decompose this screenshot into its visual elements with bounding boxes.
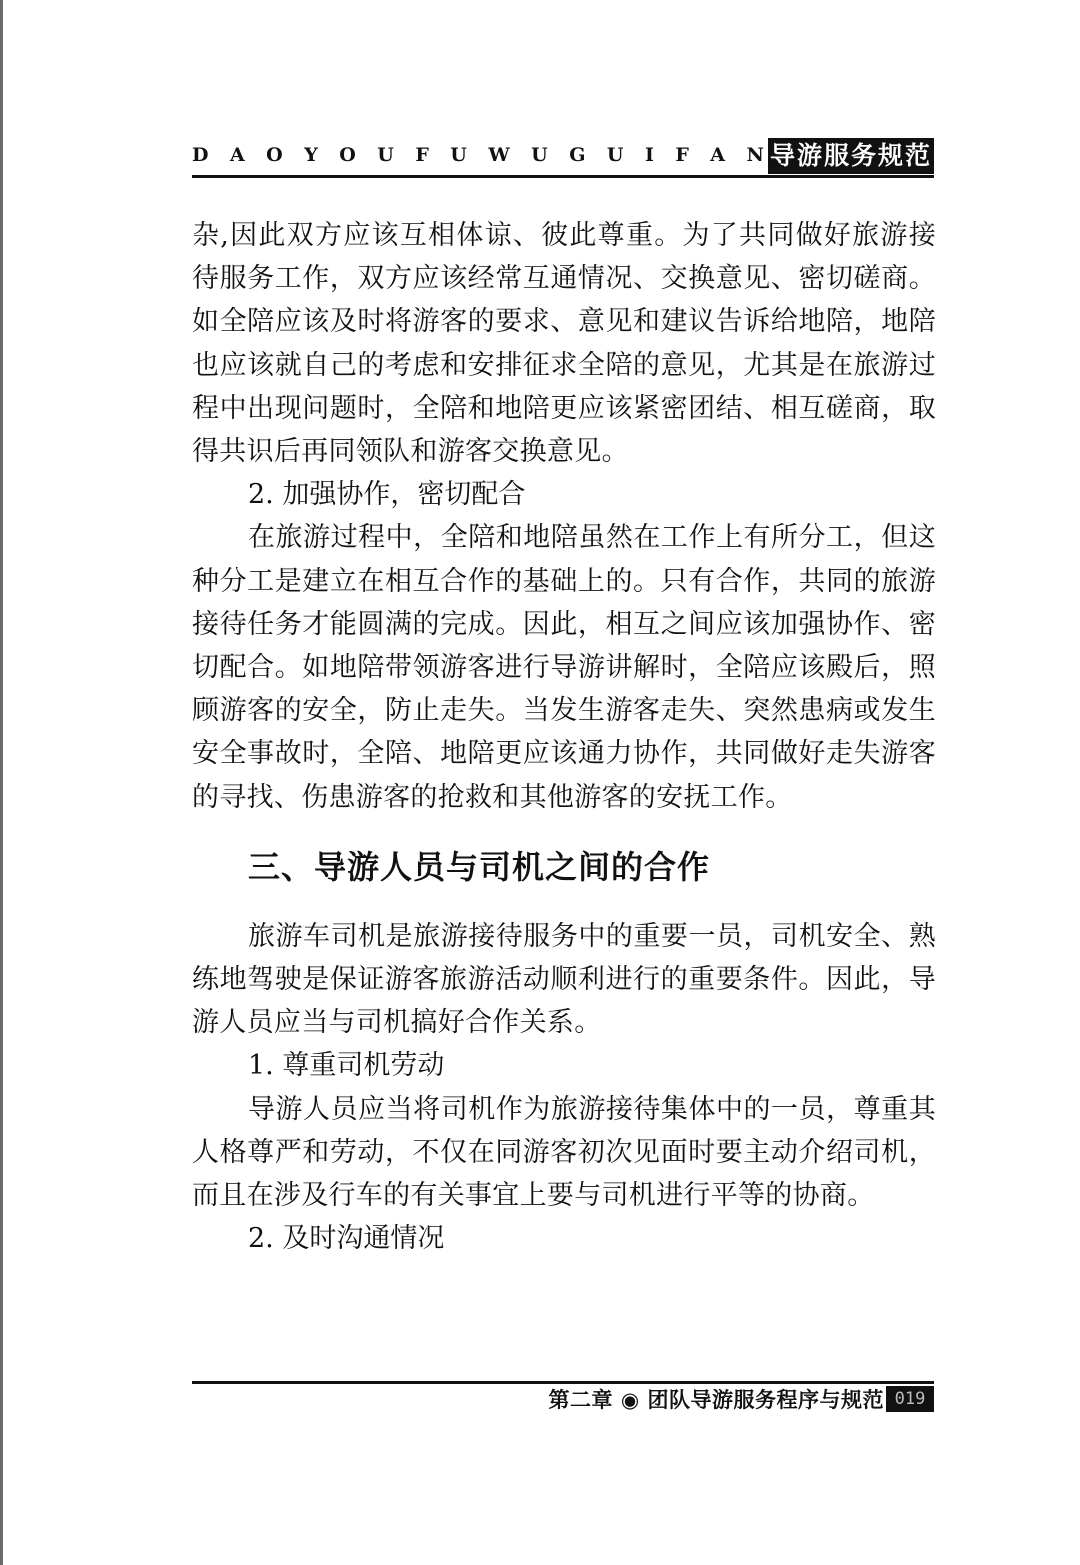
header-letter: Y <box>304 144 318 166</box>
header-letter: U <box>606 144 624 166</box>
header-letter: A <box>229 144 245 166</box>
header-letter: F <box>415 144 429 166</box>
header-letter: G <box>569 144 586 166</box>
header-letter: I <box>644 144 654 166</box>
page-left-edge <box>0 0 3 1565</box>
footer-chapter-title: 第二章 ◉ 团队导游服务程序与规范 <box>548 1388 884 1412</box>
footer-rule <box>192 1381 934 1384</box>
subheading-communication: 2. 及时沟通情况 <box>248 1223 445 1255</box>
page-number: 019 <box>886 1386 934 1412</box>
header-letter: D <box>192 144 209 166</box>
header-rule <box>192 175 934 178</box>
header-letter: F <box>675 144 689 166</box>
page-body <box>192 214 936 1260</box>
header-letter: W <box>488 144 510 166</box>
subheading-cooperation: 2. 加强协作，密切配合 <box>248 479 526 511</box>
header-letter: U <box>377 144 394 166</box>
header-letter: U <box>531 144 548 166</box>
paragraph-continued: 杂,因此双方应该互相体谅、彼此尊重。为了共同做好旅游接待服务工作，双方应该经常互通情况、交换意见、密切磋商。如全陪应该及时将游客的要求、意见和建议告诉给地陪，地陪也应该就自己的考虑和安排征求全陪的意见，尤其是在旅游过程中出现问题时，全陪和地陪更应该紧密团结、相互磋商，取得共识后再同领队和游客交换意见。 <box>192 220 936 468</box>
subheading-respect-driver: 1. 尊重司机劳动 <box>248 1050 445 1082</box>
paragraph-cooperation: 在旅游过程中，全陪和地陪虽然在工作上有所分工，但这种分工是建立在相互合作的基础上的。只有合作，共同的旅游接待任务才能圆满的完成。因此，相互之间应该加强协作、密切配合。如地陪带领游客进行导游讲解时，全陪应该殿后，照顾游客的安全，防止走失。当发生游客走失、突然患病或发生安全事故时，全陪、地陪更应该通力协作，共同做好走失游客的寻找、伤患游客的抢救和其他游客的安抚工作。 <box>192 522 936 813</box>
paragraph-driver-intro: 旅游车司机是旅游接待服务中的重要一员，司机安全、熟练地驾驶是保证游客旅游活动顺利进行的重要条件。因此，导游人员应当与司机搞好合作关系。 <box>192 920 936 1039</box>
section-heading: 三、导游人员与司机之间的合作 <box>248 847 711 886</box>
header-pinyin-letters <box>192 144 764 166</box>
header-letter: O <box>339 144 356 166</box>
header-letter: A <box>710 144 726 166</box>
header-letter: O <box>266 144 283 166</box>
header-letter: N <box>746 144 764 166</box>
header-letter: U <box>450 144 467 166</box>
paragraph-respect-driver: 导游人员应当将司机作为旅游接待集体中的一员，尊重其人格尊严和劳动，不仅在同游客初次见面时要主动介绍司机，而且在涉及行车的有关事宜上要与司机进行平等的协商。 <box>192 1093 936 1212</box>
running-header <box>192 138 934 176</box>
header-title-badge: 导游服务规范 <box>768 138 934 174</box>
